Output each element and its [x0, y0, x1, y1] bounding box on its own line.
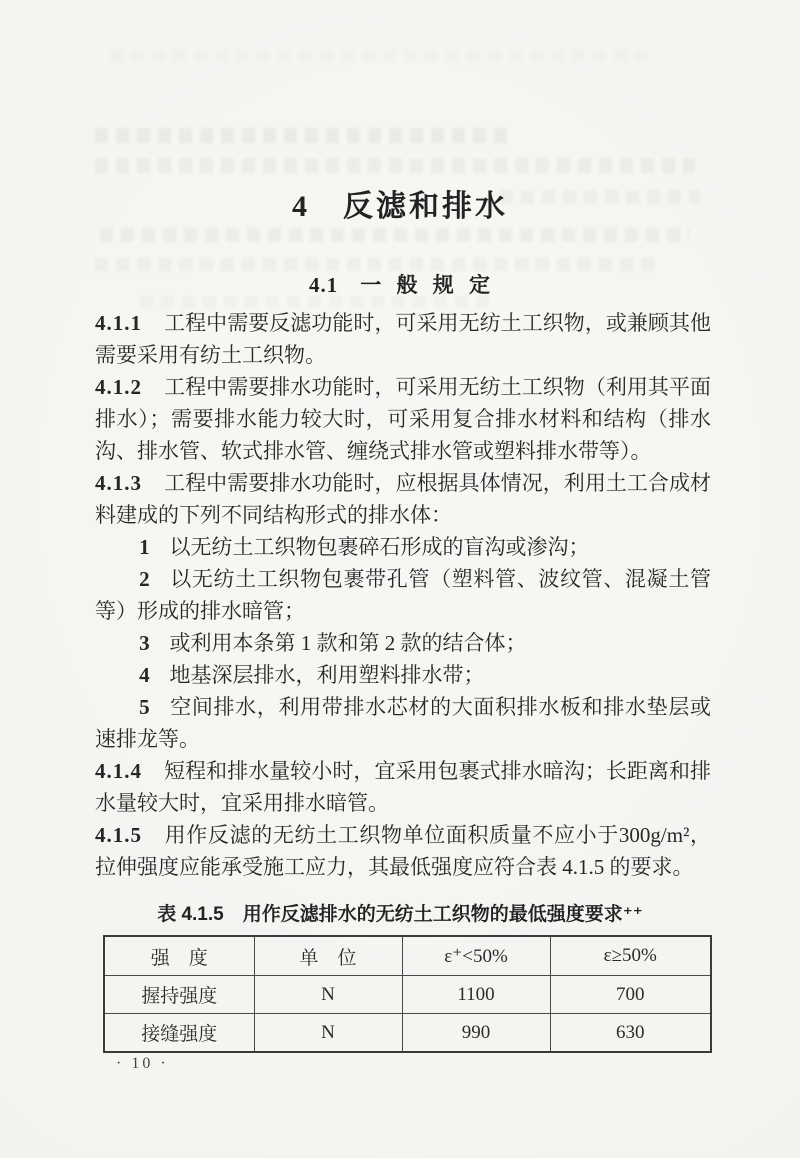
item-text: 空间排水，利用带排水芯材的大面积排水板和排水垫层或速排龙等。 [95, 695, 711, 751]
cell-value: 1100 [402, 976, 550, 1014]
clause-4.1.3-item-2 [95, 563, 711, 627]
clause-4.1.2 [95, 371, 711, 467]
item-text: 以无纺土工织物包裹带孔管（塑料管、波纹管、混凝土管等）形成的排水暗管； [95, 567, 711, 623]
item-text: 地基深层排水，利用塑料排水带； [169, 663, 485, 687]
table-caption: 表 4.1.5 用作反滤排水的无纺土工织物的最低强度要求⁺⁺ [157, 904, 643, 925]
clause-text: 工程中需要排水功能时，可采用无纺土工织物（利用其平面排水）；需要排水能力较大时，可采用复合排水材料和结构（排水沟、排水管、软式排水管、缠绕式排水管或塑料排水带等）。 [95, 375, 711, 463]
item-number: 1 [139, 535, 150, 559]
clause-text: 工程中需要排水功能时，应根据具体情况，利用土工合成材料建成的下列不同结构形式的排水体： [95, 471, 711, 527]
bleed-through-mark [110, 50, 650, 62]
page-number: · 10 · [116, 1055, 169, 1072]
cell-strength-name: 握持强度 [104, 976, 254, 1014]
cell-strength-name: 接缝强度 [104, 1014, 254, 1053]
clause-4.1.4 [95, 755, 711, 819]
bleed-through-mark [95, 158, 695, 173]
clause-4.1.3-item-3 [95, 627, 711, 659]
table-header-row [104, 936, 711, 976]
strength-requirements-table [103, 935, 712, 1053]
clause-4.1.3-item-1 [95, 531, 711, 563]
item-number: 2 [139, 567, 150, 591]
item-text: 以无纺土工织物包裹碎石形成的盲沟或渗沟； [169, 535, 590, 559]
clause-text: 用作反滤的无纺土工织物单位面积质量不应小于300g/m²，拉伸强度应能承受施工应力，其最低强度应符合表 4.1.5 的要求。 [95, 823, 711, 879]
cell-unit: N [254, 1014, 402, 1053]
body-text [95, 307, 711, 883]
header-strength: 强 度 [104, 936, 254, 976]
clause-number: 4.1.3 [95, 471, 142, 495]
cell-value: 700 [550, 976, 711, 1014]
clause-4.1.1 [95, 307, 711, 371]
clause-4.1.3-item-5 [95, 691, 711, 755]
table-row [104, 976, 711, 1014]
clause-number: 4.1.1 [95, 311, 142, 335]
item-text: 或利用本条第 1 款和第 2 款的结合体； [169, 631, 527, 655]
bleed-through-mark [95, 128, 515, 143]
item-number: 3 [139, 631, 150, 655]
section-title: 4.1 一 般 规 定 [309, 273, 491, 297]
header-strain-lt-50: ε⁺<50% [402, 936, 550, 976]
clause-4.1.3-item-4 [95, 659, 711, 691]
item-number: 4 [139, 663, 150, 687]
cell-unit: N [254, 976, 402, 1014]
table-row [104, 1014, 711, 1053]
clause-4.1.5 [95, 819, 711, 883]
cell-value: 630 [550, 1014, 711, 1053]
header-strain-ge-50: ε≥50% [550, 936, 711, 976]
cell-value: 990 [402, 1014, 550, 1053]
header-unit: 单 位 [254, 936, 402, 976]
clause-4.1.3 [95, 467, 711, 531]
clause-number: 4.1.4 [95, 759, 142, 783]
clause-text: 工程中需要反滤功能时，可采用无纺土工织物，或兼顾其他需要采用有纺土工织物。 [95, 311, 711, 367]
clause-number: 4.1.2 [95, 375, 142, 399]
item-number: 5 [139, 695, 150, 719]
clause-text: 短程和排水量较小时，宜采用包裹式排水暗沟；长距离和排水量较大时，宜采用排水暗管。 [95, 759, 711, 815]
clause-number: 4.1.5 [95, 823, 142, 847]
bleed-through-mark [100, 228, 690, 242]
chapter-title: 4 反滤和排水 [292, 190, 508, 223]
